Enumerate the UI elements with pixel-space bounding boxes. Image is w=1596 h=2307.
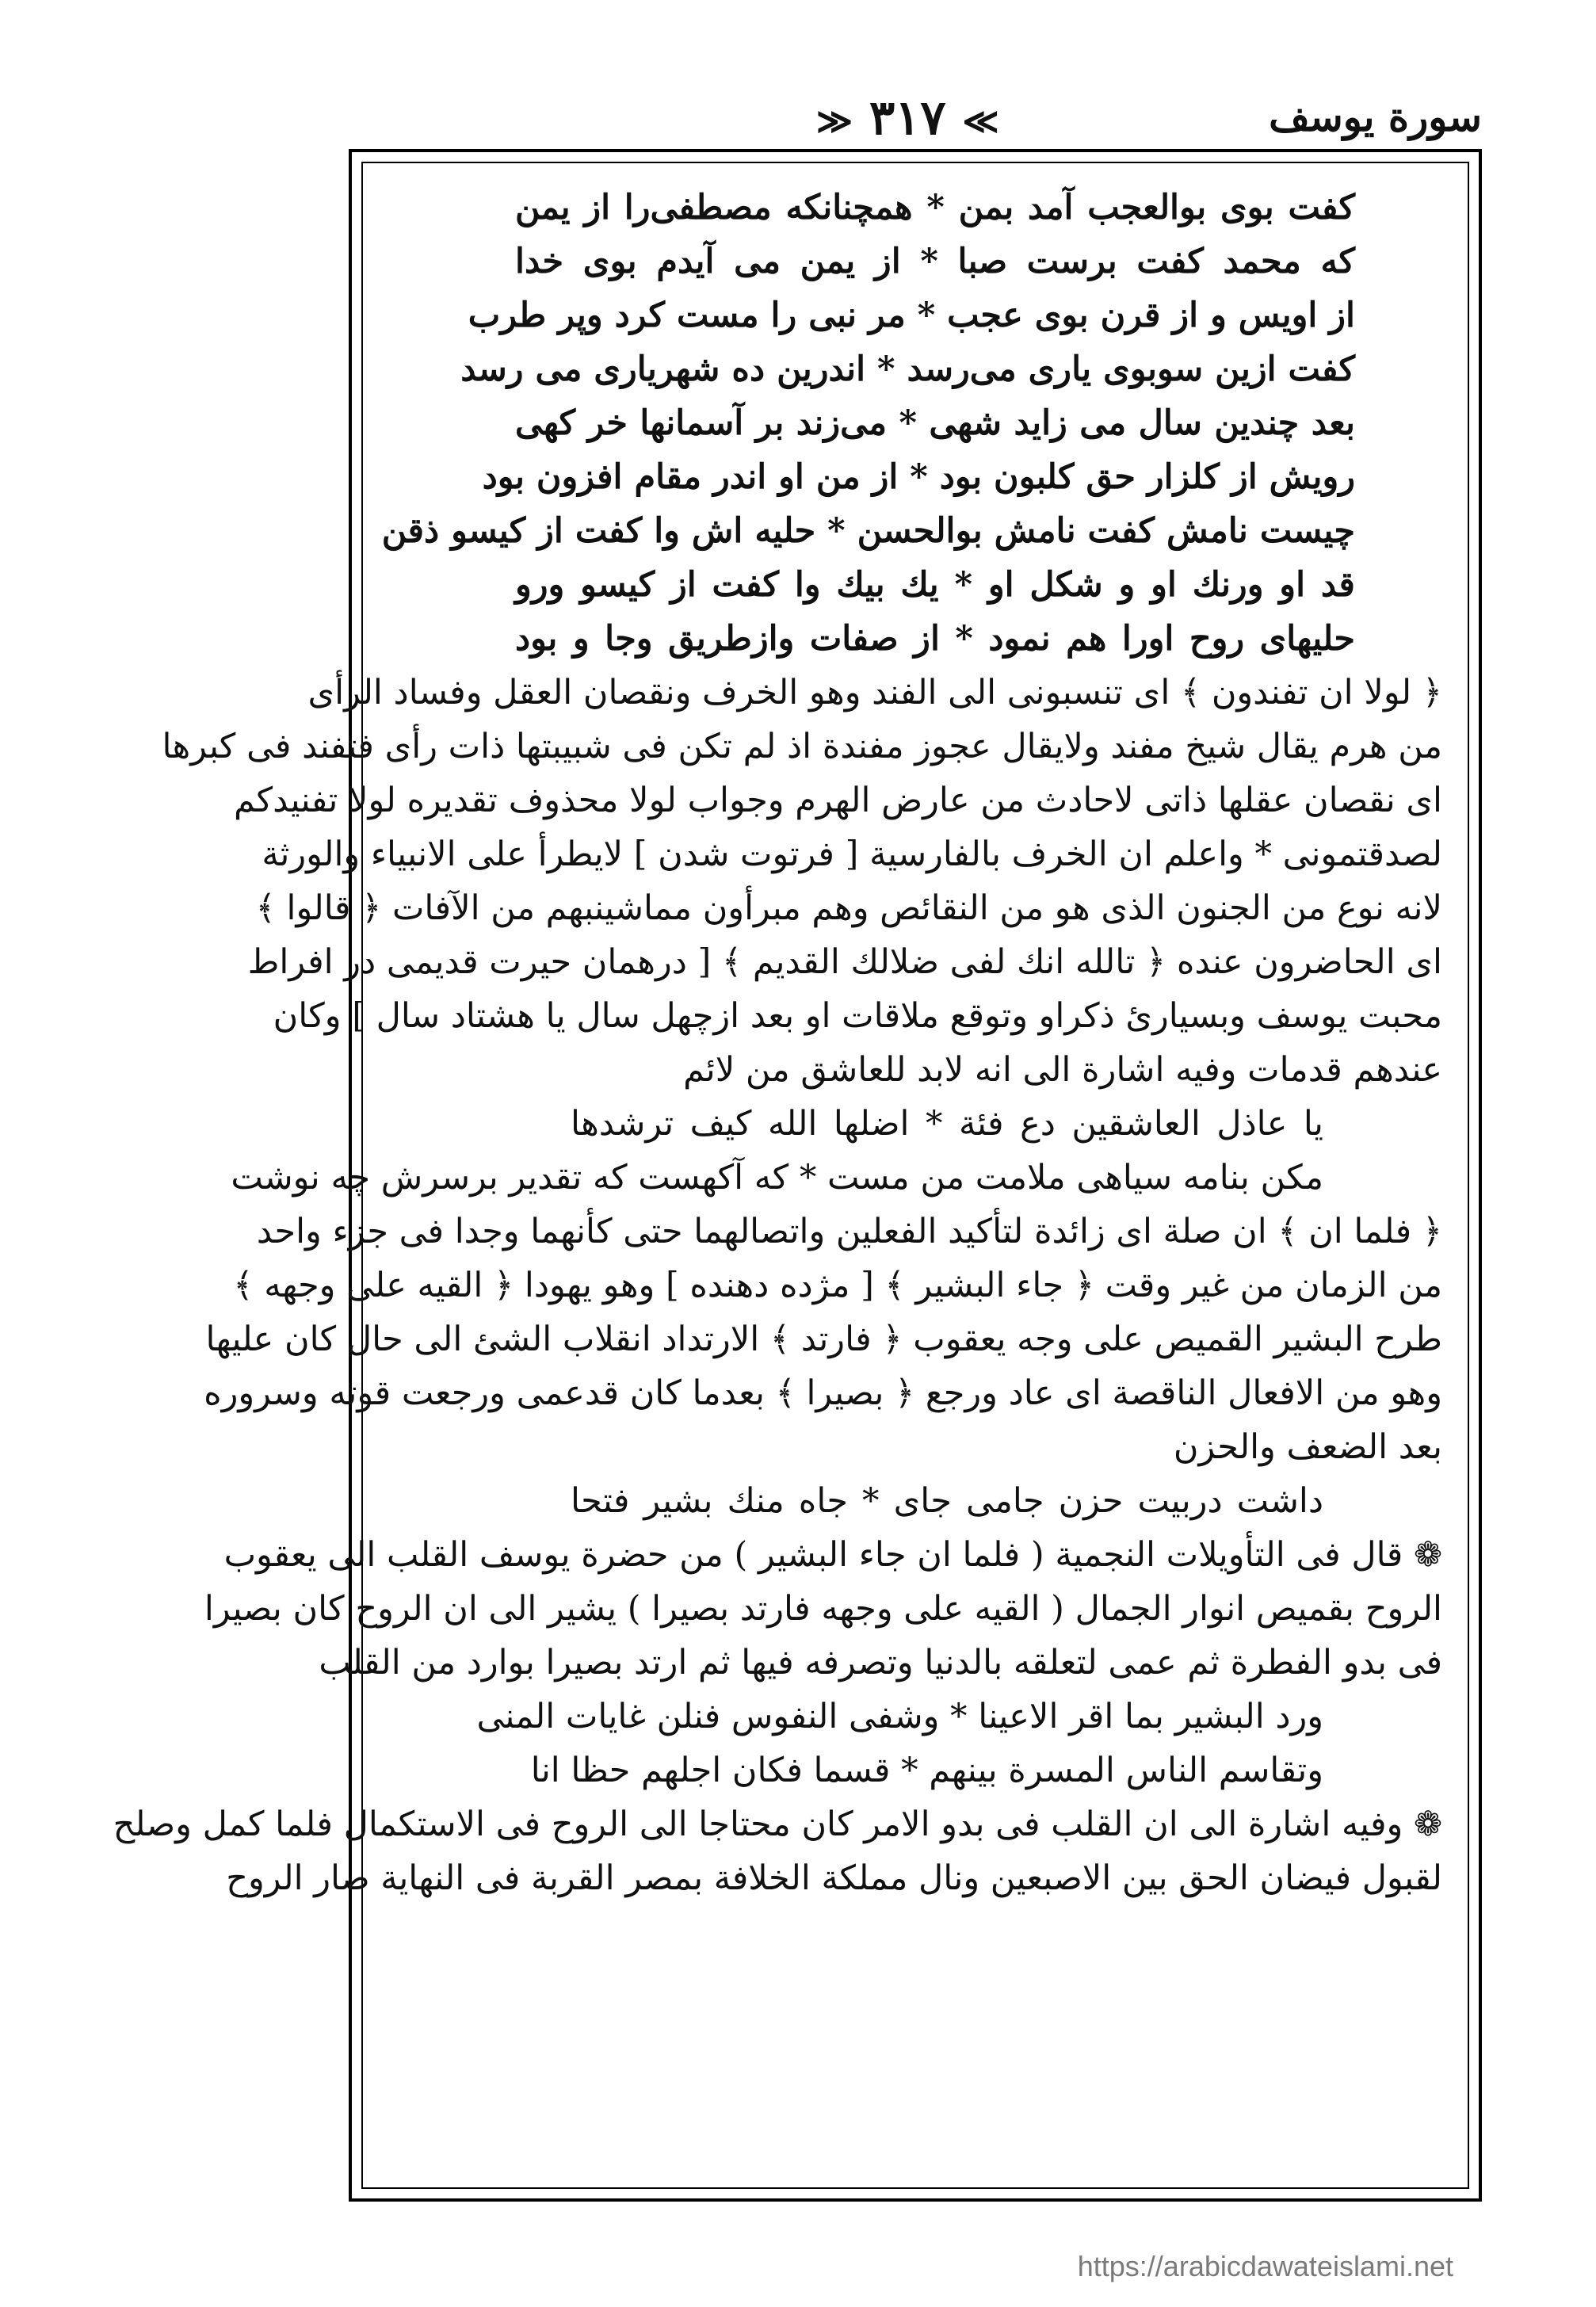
verse-line: ورد البشير بما اقر الاعينا * وشفى النفوس فنلن غايات المنى <box>476 1697 1323 1736</box>
prose-line: من هرم يقال شيخ مفند ولايقال عجوز مفندة اذ لم تكن فى شبيبتها ذات رأى فتفند فى كبرها <box>162 727 1442 766</box>
verse-line: قد او ورنك او و شكل او * يك بيك وا كفت از كيسو ورو <box>515 565 1355 605</box>
page-number <box>816 90 999 146</box>
prose-line: اى الحاضرون عنده ﴿ تالله انك لفى ضلالك القديم ﴾ [ درهمان حيرت قديمى در افراط <box>247 942 1442 982</box>
prose-line: محبت يوسف وبسيارئ ذكراو وتوقع ملاقات او بعد ازچهل سال يا هشتاد سال ] وكان <box>273 996 1442 1036</box>
prose-line: بعد الضعف والحزن <box>1173 1427 1442 1467</box>
prose-line: اى نقصان عقلها ذاتى لاحادث من عارض الهرم وجواب لولا محذوف تقديره لولا تفنيدكم <box>234 781 1442 820</box>
verse-line: داشت دربيت حزن جامى جاى * جاه منك بشير فتحا <box>571 1481 1323 1521</box>
prose-line: لانه نوع من الجنون الذى هو من النقائص وهم مبرأون مماشينبهم من الآفات ﴿ قالوا ﴾ <box>255 888 1442 928</box>
prose-line: لقبول فيضان الحق بين الاصبعين ونال مملكة الخلافة بمصر القربة فى النهاية صار الروح <box>226 1858 1442 1898</box>
prose-line: ﴿ لولا ان تفندون ﴾ اى تنسبونى الى الفند وهو الخرف ونقصان العقل وفساد الرأى <box>307 673 1442 712</box>
ornament-left-icon: ≫ <box>816 101 853 142</box>
verse-line: يا عاذل العاشقين دع فئة * اضلها الله كيف ترشدها <box>571 1104 1323 1144</box>
prose-line: ❁ وفيه اشارة الى ان القلب فى بدو الامر كان محتاجا الى الروح فى الاستكمال فلما كمل وصلح <box>113 1805 1442 1844</box>
verse-line: چيست نامش كفت نامش بوالحسن * حليه اش وا كفت از كيسو ذقن <box>381 511 1355 551</box>
verse-line: كفت ازين سوبوى يارى مى‌رسد * اندرين ده شهريارى مى رسد <box>460 349 1355 389</box>
prose-line: من الزمان من غير وقت ﴿ جاء البشير ﴾ [ مژده دهنده ] وهو يهودا ﴿ القيه على وجهه ﴾ <box>233 1266 1442 1305</box>
verse-line: بعد چندين سال مى زايد شهى * مى‌زند بر آسمانها خر كهى <box>515 403 1355 443</box>
prose-line: ❁ قال فى التأويلات النجمية ( فلما ان جاء البشير ) من حضرة يوسف القلب الى يعقوب <box>223 1535 1442 1575</box>
prose-line: ﴿ فلما ان ﴾ ان صلة اى زائدة لتأكيد الفعلين واتصالهما حتى كأنهما وجدا فى جزء واحد <box>256 1212 1442 1251</box>
prose-line: وهو من الافعال الناقصة اى عاد ورجع ﴿ بصيرا ﴾ بعدما كان قدعمى ورجعت قوته وسروره <box>204 1373 1442 1413</box>
verse-line: از اويس و از قرن بوى عجب * مر نبى را مست كرد وپر طرب <box>468 296 1355 335</box>
surah-title: سورة يوسف <box>1269 94 1482 140</box>
prose-line: الروح بقميص انوار الجمال ( القيه على وجهه فارتد بصيرا ) يشير الى ان الروح كان بصيرا <box>204 1589 1442 1629</box>
prose-line: طرح البشير القميص على وجه يعقوب ﴿ فارتد ﴾ الارتداد انقلاب الشئ الى حال كان عليها <box>205 1320 1442 1359</box>
prose-line: لصدقتمونى * واعلم ان الخرف بالفارسية [ فرتوت شدن ] لايطرأ على الانبياء والورثة <box>262 835 1442 874</box>
verse-line: كه محمد كفت برست صبا * از يمن مى آيدم بوى خدا <box>515 242 1355 281</box>
watermark: https://arabicdawateislami.net <box>1077 2250 1453 2282</box>
prose-line: فى بدو الفطرة ثم عمى لتعلقه بالدنيا وتصرفه فيها ثم ارتد بصيرا بوارد من القلب <box>319 1643 1442 1683</box>
verse-line: مكن بنامه سياهى ملامت من مست * كه آكهست كه تقدير برسرش چه نوشت <box>231 1158 1323 1197</box>
verse-line: رويش از كلزار حق كلبون بود * از من او اندر مقام افزون بود <box>482 457 1355 497</box>
page-header <box>349 90 1482 146</box>
prose-line: عندهم قدمات وفيه اشارة الى انه لابد للعاشق من لائم <box>683 1050 1442 1090</box>
page-text <box>113 181 1442 1905</box>
verse-line: حليهاى روح اورا هم نمود * از صفات وازطريق وجا و بود <box>515 619 1355 659</box>
verse-line: وتقاسم الناس المسرة بينهم * قسما فكان اجلهم حظا انا <box>530 1751 1323 1790</box>
ornament-right-icon: ≪ <box>962 101 999 142</box>
verse-line: كفت بوى بوالعجب آمد بمن * همچنانکه مصطفى‌را از يمن <box>515 188 1355 227</box>
page-number-value: ٣١٧ <box>869 90 946 146</box>
